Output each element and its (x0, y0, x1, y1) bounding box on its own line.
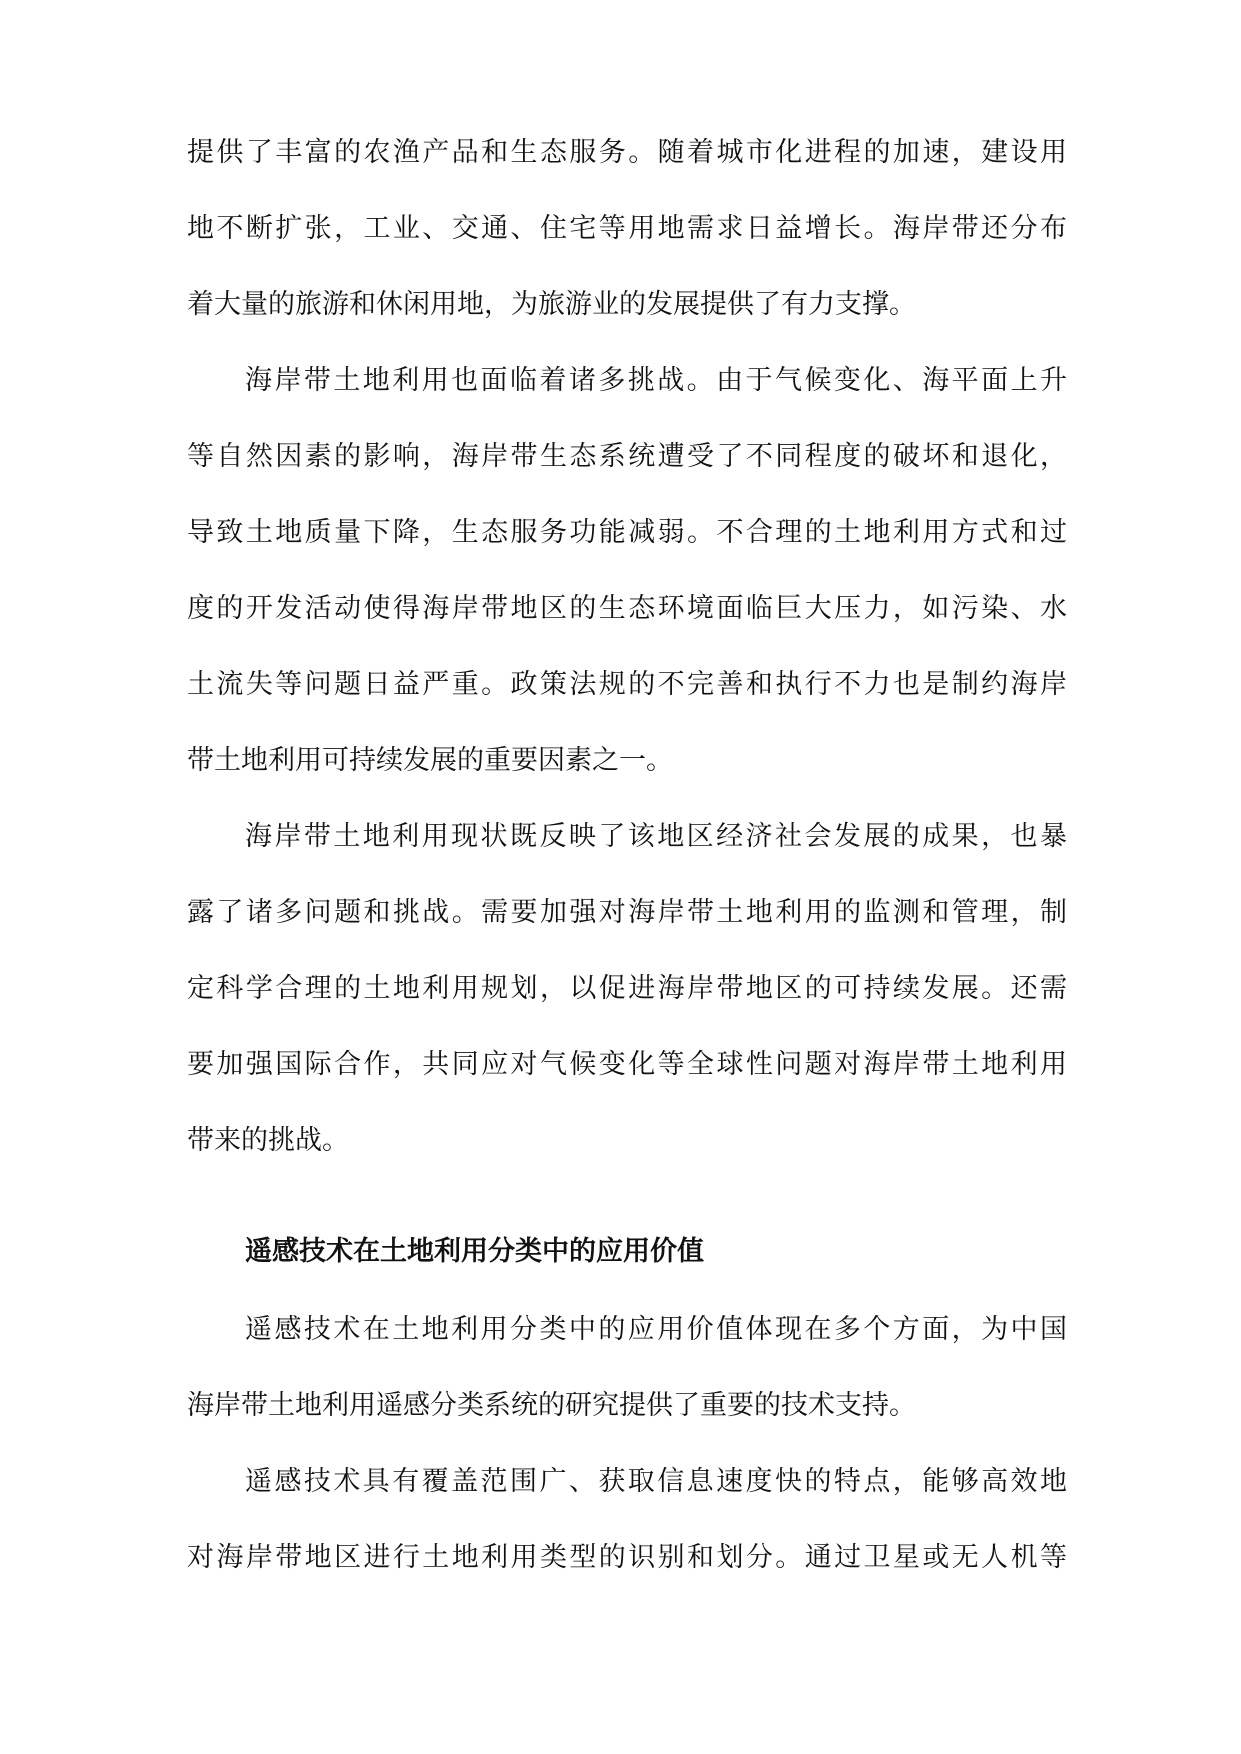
paragraph-line: 对海岸带地区进行土地利用类型的识别和划分。通过卫星或无人机等 (187, 1542, 1067, 1573)
paragraph-line: 带来的挑战。 (187, 1125, 349, 1156)
paragraph-line: 土流失等问题日益严重。政策法规的不完善和执行不力也是制约海岸 (187, 669, 1067, 700)
paragraph-line: 定科学合理的土地利用规划，以促进海岸带地区的可持续发展。还需 (187, 973, 1067, 1004)
paragraph-line: 要加强国际合作，共同应对气候变化等全球性问题对海岸带土地利用 (187, 1049, 1067, 1080)
paragraph-line: 着大量的旅游和休闲用地，为旅游业的发展提供了有力支撑。 (187, 289, 916, 320)
paragraph-line: 海岸带土地利用遥感分类系统的研究提供了重要的技术支持。 (187, 1390, 916, 1421)
paragraph-line: 带土地利用可持续发展的重要因素之一。 (187, 745, 673, 776)
paragraph-line: 度的开发活动使得海岸带地区的生态环境面临巨大压力，如污染、水 (187, 593, 1067, 624)
paragraph-line: 海岸带土地利用现状既反映了该地区经济社会发展的成果，也暴 (245, 821, 1067, 852)
paragraph-line: 导致土地质量下降，生态服务功能减弱。不合理的土地利用方式和过 (187, 517, 1067, 548)
paragraph-line: 海岸带土地利用也面临着诸多挑战。由于气候变化、海平面上升 (245, 365, 1067, 396)
section-heading: 遥感技术在土地利用分类中的应用价值 (245, 1236, 704, 1267)
paragraph-line: 遥感技术具有覆盖范围广、获取信息速度快的特点，能够高效地 (245, 1466, 1067, 1497)
paragraph-line: 等自然因素的影响，海岸带生态系统遭受了不同程度的破坏和退化， (187, 441, 1067, 472)
paragraph-line: 露了诸多问题和挑战。需要加强对海岸带土地利用的监测和管理，制 (187, 897, 1067, 928)
paragraph-line: 地不断扩张，工业、交通、住宅等用地需求日益增长。海岸带还分布 (187, 213, 1067, 244)
paragraph-line: 遥感技术在土地利用分类中的应用价值体现在多个方面，为中国 (245, 1314, 1067, 1345)
paragraph-line: 提供了丰富的农渔产品和生态服务。随着城市化进程的加速，建设用 (187, 137, 1067, 168)
